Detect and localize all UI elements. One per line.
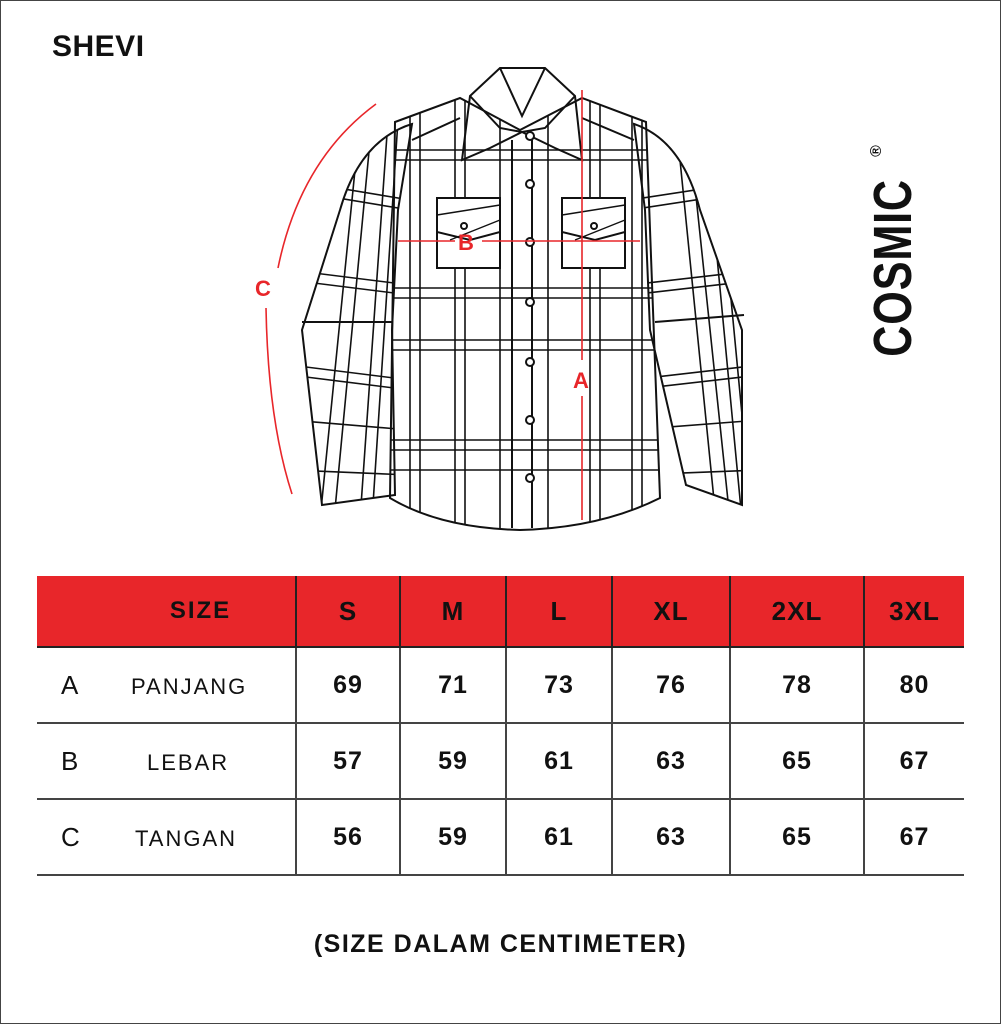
button — [526, 238, 534, 246]
header-size: SIZE — [37, 576, 296, 647]
row-cell-label — [37, 799, 296, 875]
button — [526, 180, 534, 188]
right-sleeve-outline — [634, 124, 742, 505]
row-code: C — [61, 821, 81, 852]
row-cell-label — [37, 647, 296, 723]
measure-label-b: B — [458, 230, 474, 255]
table-cell: 63 — [612, 799, 730, 875]
table-cell: 59 — [400, 723, 506, 799]
size-table — [37, 576, 964, 876]
table-cell: 78 — [730, 647, 864, 723]
left-sleeve-outline — [302, 124, 412, 505]
measure-label-a: A — [573, 368, 589, 393]
shirt-body-outline — [390, 98, 660, 530]
header-3xl: 3XL — [864, 576, 964, 647]
table-cell: 67 — [864, 723, 964, 799]
measure-line-c — [266, 104, 376, 494]
table-cell: 73 — [506, 647, 612, 723]
table-cell: 61 — [506, 723, 612, 799]
table-cell: 67 — [864, 799, 964, 875]
button — [526, 298, 534, 306]
row-code: A — [61, 669, 80, 700]
table-cell: 65 — [730, 799, 864, 875]
table-cell: 59 — [400, 799, 506, 875]
row-code: B — [61, 745, 80, 776]
table-cell: 57 — [296, 723, 400, 799]
table-cell: 56 — [296, 799, 400, 875]
row-label: TANGAN — [135, 825, 238, 851]
table-cell: 71 — [400, 647, 506, 723]
table-cell: 76 — [612, 647, 730, 723]
button — [526, 474, 534, 482]
header-l: L — [506, 576, 612, 647]
button — [526, 358, 534, 366]
product-title: SHEVI — [52, 30, 145, 63]
registered-mark: ® — [868, 145, 885, 157]
brand-name: COSMIC — [863, 179, 923, 357]
row-cell-label — [37, 723, 296, 799]
table-header-row — [37, 576, 964, 647]
button — [526, 416, 534, 424]
table-cell: 69 — [296, 647, 400, 723]
row-label: PANJANG — [131, 673, 248, 699]
table-cell: 63 — [612, 723, 730, 799]
table-cell: 80 — [864, 647, 964, 723]
button — [526, 132, 534, 140]
measure-label-c: C — [255, 276, 271, 301]
table-row — [37, 799, 964, 875]
header-2xl: 2XL — [730, 576, 864, 647]
units-footnote: (SIZE DALAM CENTIMETER) — [313, 930, 688, 958]
header-s: S — [296, 576, 400, 647]
table-cell: 65 — [730, 723, 864, 799]
header-xl: XL — [612, 576, 730, 647]
header-m: M — [400, 576, 506, 647]
table-cell: 61 — [506, 799, 612, 875]
table-row — [37, 647, 964, 723]
table-row — [37, 723, 964, 799]
row-label: LEBAR — [147, 749, 230, 775]
